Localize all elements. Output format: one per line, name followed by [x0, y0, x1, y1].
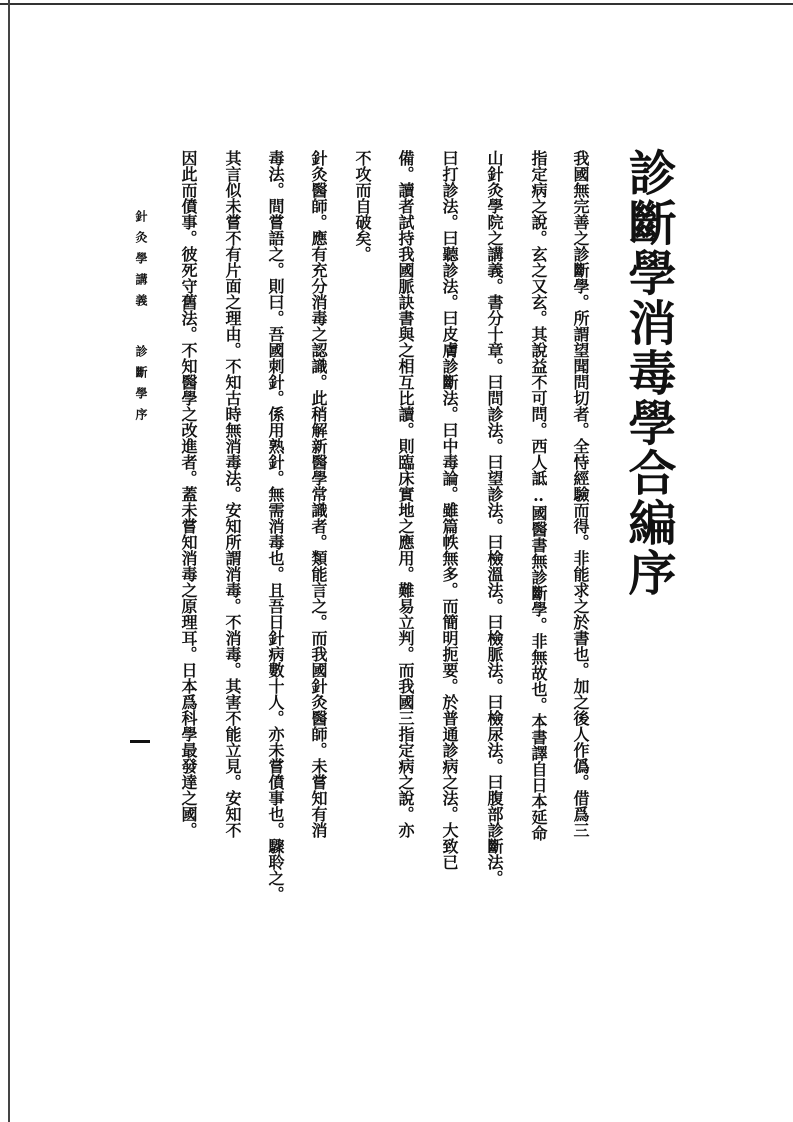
text-column-1: 我國無完善之診斷學。所謂望聞問切者。全恃經驗而得。非能求之於書也。加之後人作僞。借爲三 — [571, 150, 590, 838]
text-column-9: 其言似未嘗不有片面之理由。不知古時無消毒法。安知所謂消毒。不消毒。其害不能立見。安知不 — [223, 150, 242, 838]
page-top-edge — [0, 3, 793, 5]
text-column-4: 曰打診法。曰聽診法。曰皮膚診斷法。曰中毒論。雖篇帙無多。而簡明扼要。於普通診病之法。大致已 — [440, 150, 459, 870]
text-column-7: 針灸醫師。應有充分消毒之認識。此稍解新醫學常識者。類能言之。而我國針灸醫師。未嘗知有消 — [309, 150, 328, 838]
margin-section: 診斷學序 — [134, 345, 148, 429]
page-title: 診斷學消毒學合編序 — [620, 148, 676, 598]
text-column-5: 備。讀者試持我國脈訣書與之相互比讀。則臨床實地之應用。難易立判。而我國三指定病之說。亦 — [396, 150, 415, 838]
text-column-8: 毒法。間嘗語之。則曰。吾國刺針。係用熟針。無需消毒也。且吾日針病數十人。亦未嘗僨事也。驟聆之。 — [266, 150, 285, 902]
margin-header — [133, 210, 150, 429]
text-column-6: 不攻而自破矣。 — [353, 150, 372, 262]
margin-book-title: 針灸學講義 — [134, 210, 148, 315]
text-column-10: 因此而僨事。彼死守舊法。不知醫學之改進者。蓋未嘗知消毒之原理耳。日本爲科學最發達之國。 — [179, 150, 198, 838]
text-column-2: 指定病之說。玄之又玄。其說益不可問。西人詆‥國醫書無診斷學。非無故也。本書譯自日本延命 — [529, 150, 548, 841]
text-column-3: 山針灸學院之講義。書分十章。曰問診法。曰望診法。曰檢溫法。曰檢脈法。曰檢尿法。曰腹部診斷法。 — [485, 150, 504, 886]
page-left-edge — [8, 0, 10, 1122]
page-number — [130, 740, 150, 743]
